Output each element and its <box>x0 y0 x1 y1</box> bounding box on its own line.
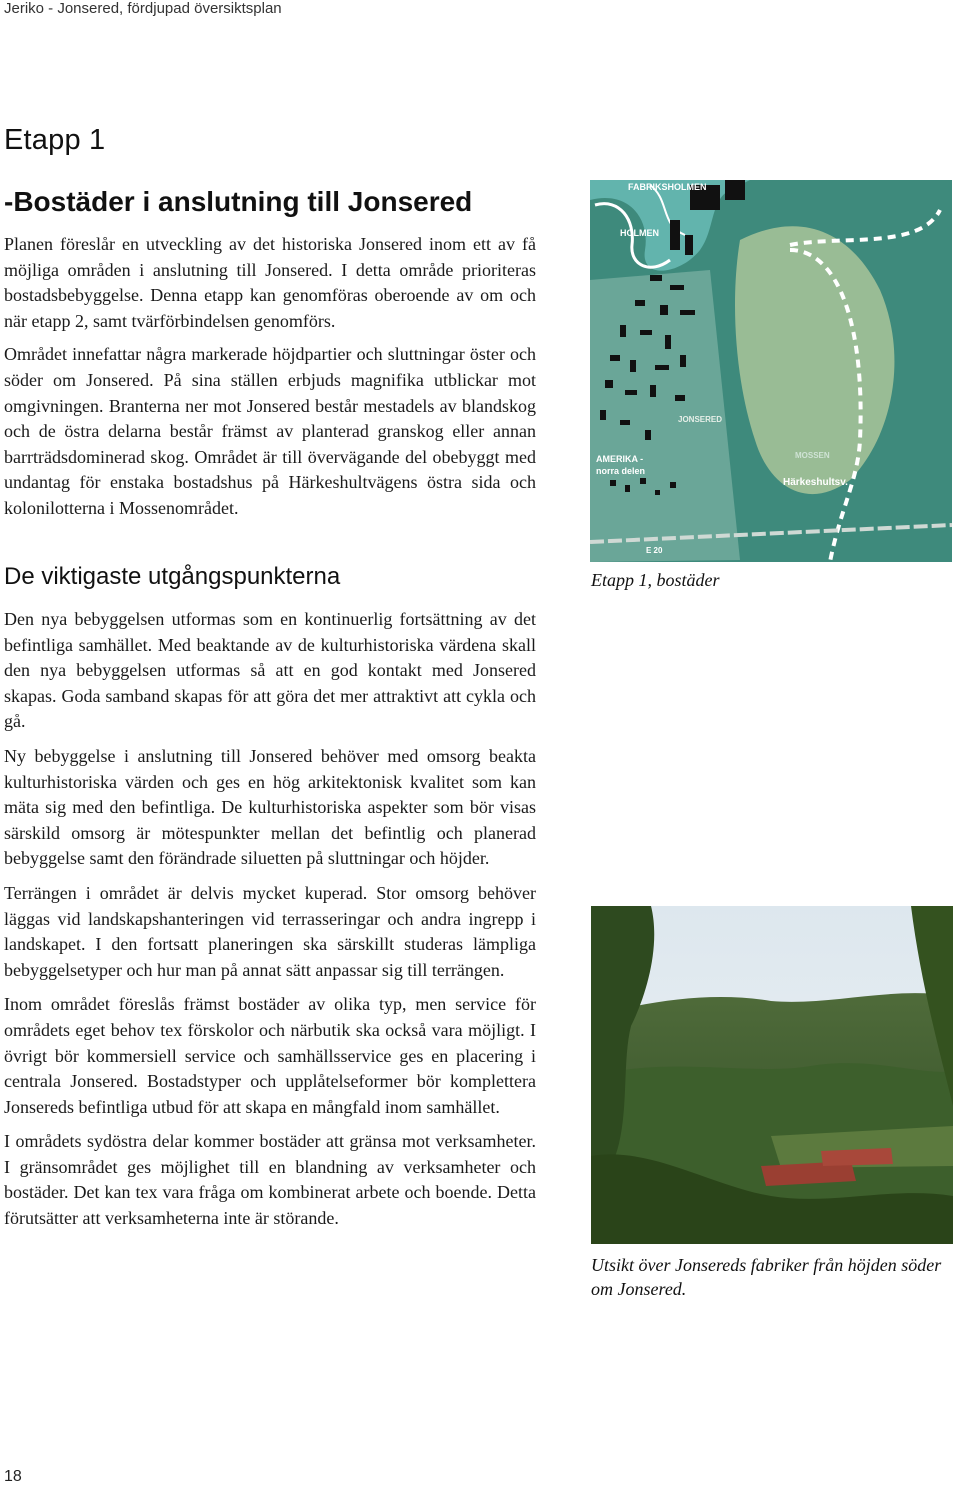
subheading: De viktigaste utgångspunkterna <box>4 563 341 590</box>
landscape-photo <box>591 906 953 1244</box>
map-label: AMERIKA - <box>596 454 644 464</box>
map-label: E 20 <box>646 546 663 555</box>
photo-image <box>591 906 953 1244</box>
main-text <box>4 607 536 1232</box>
intro-text <box>4 232 536 522</box>
section-title: Etapp 1 <box>4 124 106 156</box>
map-label: norra delen <box>596 466 646 476</box>
map-caption: Etapp 1, bostäder <box>591 570 720 590</box>
paragraph: Den nya bebyggelsen utformas som en kontinuerlig fortsättning av det befintliga samhället. Med beaktande av de kulturhistoriska värdena skall den nya bebyggelsen utformas så att en god kontakt med Jonsered skapas. Goda samband skapas för att göra det mer attraktivt att cykla och gå. <box>4 609 536 732</box>
map-label: JONSERED <box>678 415 723 424</box>
paragraph: Ny bebyggelse i anslutning till Jonsered behöver med omsorg beakta kulturhistoriska värden och ges en hög arkitektonisk kvalitet som kan mäta sig med den befintliga. De kulturhistoriska aspekter som bör visas särskild omsorg är mötespunkter mellan det befintlig och planerad bebyggelse samt den förändrade siluetten på sluttningar och höjder. <box>4 745 536 869</box>
map-label: Härkeshultsv. <box>783 477 848 488</box>
photo-caption: Utsikt över Jonsereds fabriker från höjden söder om Jonsered. <box>591 1255 942 1299</box>
running-header: Jeriko - Jonsered, fördjupad översiktsplan <box>4 0 282 17</box>
paragraph: I områdets sydöstra delar kommer bostäder att gränsa mot verksamheter. I gränsområdet ges möjlighet till en blandning av verksamheter och bostäder. Det kan tex vara fråga om kombinerat arbete och boende. Detta förutsätter att verksamheterna inte är störande. <box>4 1131 536 1229</box>
paragraph: Inom området föreslås främst bostäder av olika typ, men service för områdets eget behov tex förskolor och närbutik ska också vara möjligt. I övrigt bör kommersiell service och samhällsservice ges en placering i centrala Jonsered. Bostadstyper och upplåtelseformer bör komplettera Jonsereds befintliga utbud för att skapa en mångfald inom samhället. <box>4 994 536 1117</box>
map-label: FABRIKSHOLMEN <box>628 182 707 192</box>
map-label: MOSSEN <box>795 451 830 460</box>
paragraph: Området innefattar några markerade höjdpartier och sluttningar öster och söder om Jonsered. På sina ställen erbjuds magnifika utblickar mot omgivningen. Branterna ner mot Jonsered består mestadels av blandskog och de östra delarna består främst av planterad granskog eller annan barrträdsdominerad skog. Området är till övervägande del obebyggt med undantag för enstaka bostadshus på Härkeshultvägens östra sida och kolonilotterna i Mossenområdet. <box>4 344 536 518</box>
paragraph: Planen föreslår en utveckling av det historiska Jonsered inom ett av få möjliga områden i anslutning till Jonsered. I detta område prioriteras bostadsbebyggelse. Denna etapp kan genomföras oberoende av om och när etapp 2, samt tvärförbindelsen genomförs. <box>4 234 536 331</box>
section-subtitle: -Bostäder i anslutning till Jonsered <box>4 186 473 217</box>
map-image <box>590 180 952 562</box>
page-number: 18 <box>4 1468 22 1485</box>
paragraph: Terrängen i området är delvis mycket kuperad. Stor omsorg behöver läggas vid landskapshanteringen vid terrasseringar och andra ingrepp i landskapet. I den fortsatt planeringen ska särskillt studeras lämpliga bebyggelsetyper och hur man på annat sätt anpassar sig till terrängen. <box>4 882 536 980</box>
map-label: HOLMEN <box>620 228 659 238</box>
map-figure <box>590 180 952 562</box>
